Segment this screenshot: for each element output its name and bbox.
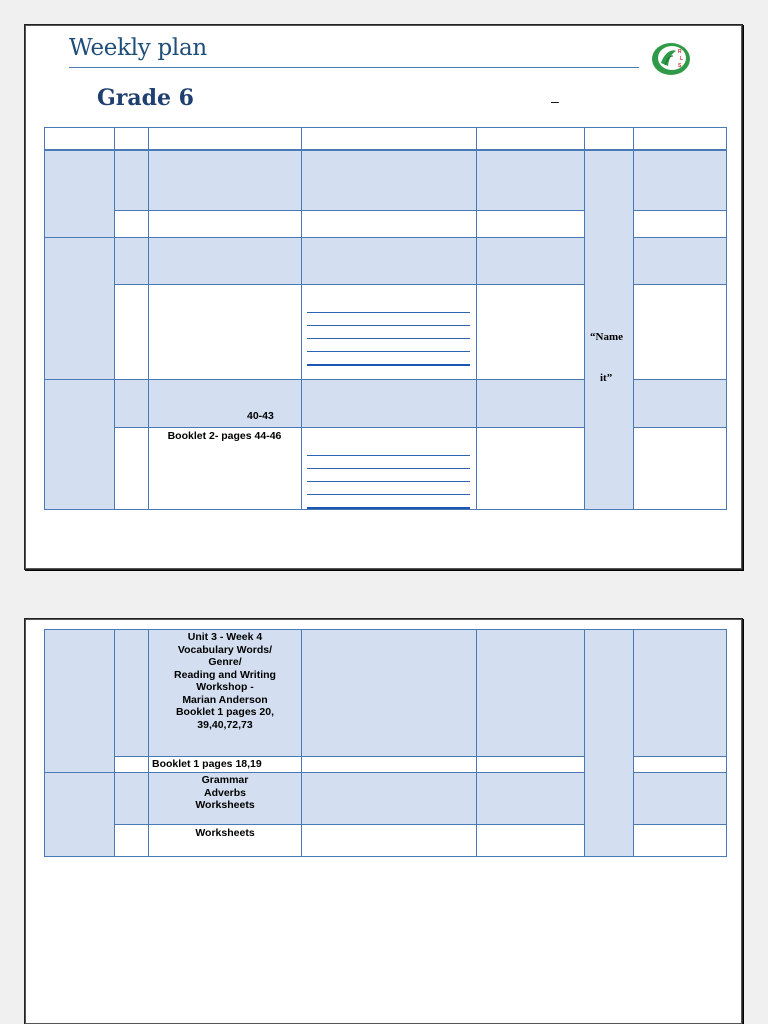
merged-label-line-1: “Name [590,331,623,343]
table-rule [114,629,115,857]
svg-text:S: S [678,63,682,69]
table-rule [44,772,585,773]
booklet-reference: Booklet 2- pages 44-46 [167,430,282,442]
table-rule [114,127,115,510]
table-rule [44,237,585,238]
writing-line [307,338,470,339]
table-rule [633,379,727,380]
writing-line [307,468,470,469]
lesson-line: Unit 3 - Week 4 [187,631,263,643]
table-rule [633,237,727,238]
table-rule [584,629,585,857]
table-border [44,127,727,510]
table-rule [633,772,727,773]
svg-text:R: R [678,49,682,55]
table-border [44,629,727,857]
table-rule [633,210,727,211]
table-rule [114,210,585,211]
lesson-description [149,631,301,731]
homework-reference: Booklet 1 pages 18,19 [152,758,262,770]
pages-reference: 40-43 [247,410,274,422]
lesson-line: Genre/ [208,656,242,668]
table-rule [114,824,585,825]
lesson-line: Grammar [201,774,249,786]
writing-line [307,364,470,366]
table-rule [44,379,585,380]
table-rule [44,149,727,151]
grade-heading: Grade 6 [97,85,194,111]
document-page-1 [24,24,743,570]
table-rule [633,427,727,428]
table-rule [476,629,477,857]
table-rule [633,629,634,857]
table-rule [633,284,727,285]
title-underline [69,67,639,68]
lesson-line: Workshop - [196,681,254,693]
lesson-line: Reading and Writing [174,668,276,681]
merged-label-line-2: it” [600,372,613,384]
table-rule [584,127,585,510]
table-rule [114,284,585,285]
lesson-line: Booklet 1 pages 20, [175,706,275,718]
lesson-line: Vocabulary Words/ [177,643,273,656]
writing-line [307,455,470,456]
table-rule [301,629,302,857]
writing-line [307,312,470,313]
writing-line [307,351,470,352]
table-rule [633,127,634,510]
svg-text:L: L [680,56,684,62]
table-rule [633,824,727,825]
table-rule [301,127,302,510]
writing-line [307,325,470,326]
table-rule [633,756,727,757]
writing-line [307,507,470,509]
table-rule [148,127,149,510]
writing-line [307,494,470,495]
writing-line [307,481,470,482]
worksheets-reference: Worksheets [195,827,255,839]
document-page-2 [24,618,743,1024]
table-rule [114,756,585,757]
lesson-line: Marian Anderson [182,693,268,706]
lesson-line: Worksheets [195,799,255,811]
page-title: Weekly plan [69,35,207,61]
school-logo-icon [649,39,693,79]
table-rule [114,427,585,428]
lesson-line: Adverbs [203,786,246,799]
table-rule [476,127,477,510]
lesson-line: 39,40,72,73 [197,718,253,731]
header-dash: – [551,93,559,109]
grammar-description [149,774,301,812]
